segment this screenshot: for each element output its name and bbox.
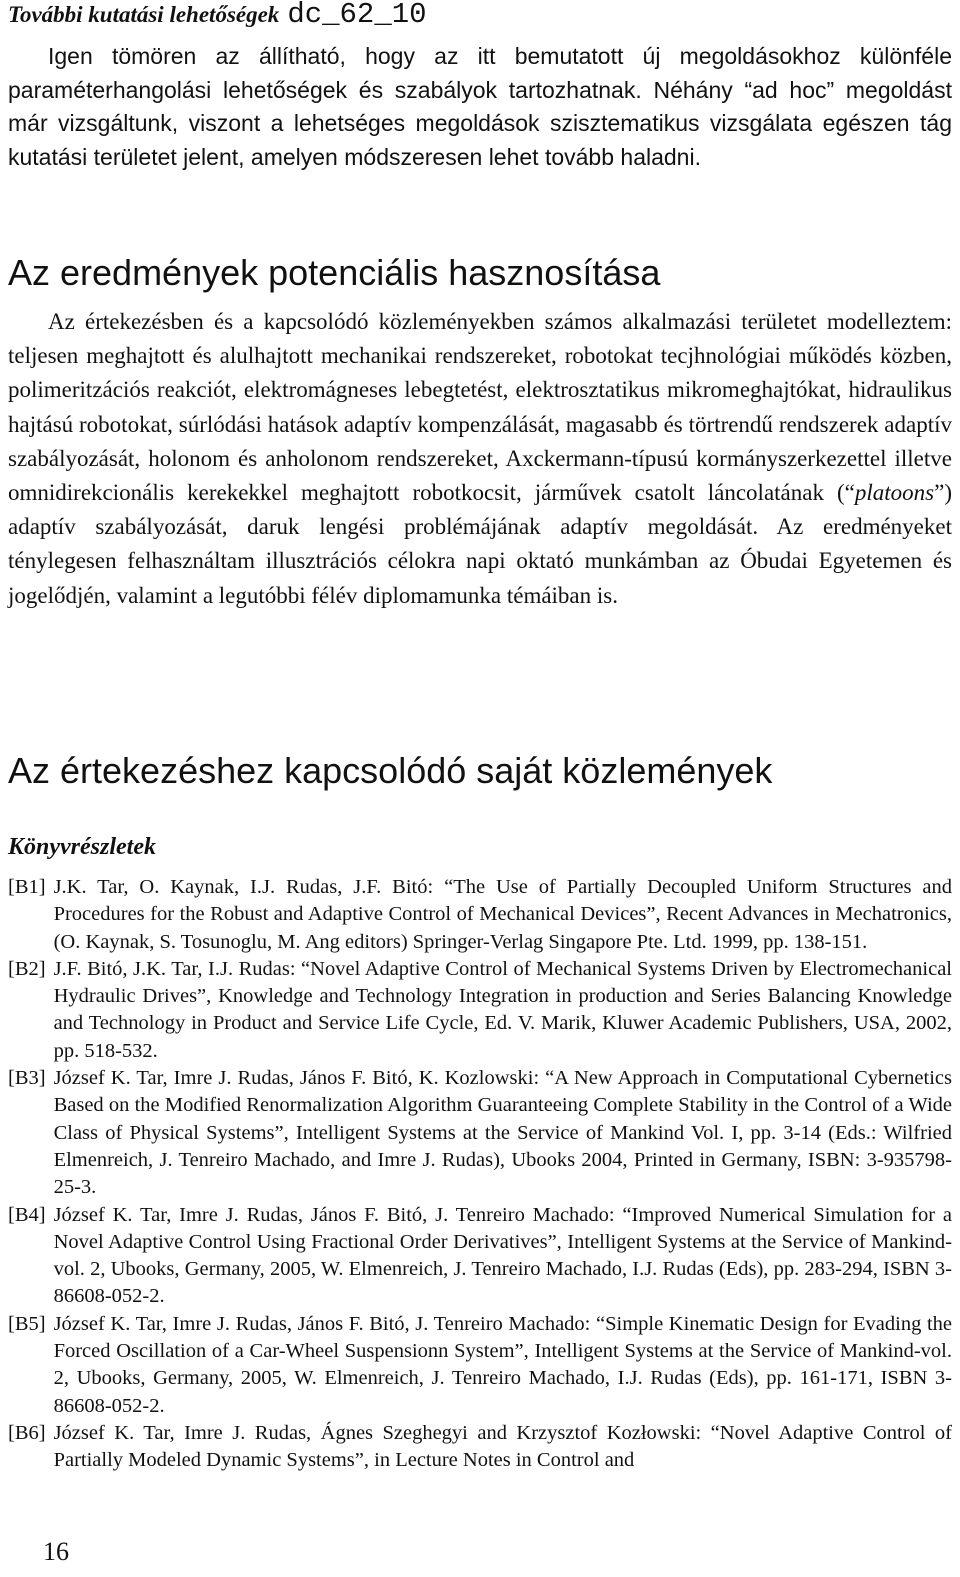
reference-item bbox=[8, 1065, 952, 1201]
utilization-text-part2: ”) adaptív szabályozását, daruk lengési problémájának adaptív megoldását. Az eredményeket ténylegesen felhasználtam illusztrációs célokra napi oktató munkámban az Óbudai Egyetemen és jogelődjén, valamint a legutóbbi félév diplomamunka témáiban is. bbox=[8, 480, 952, 608]
reference-tag: [B3] bbox=[8, 1067, 46, 1090]
utilization-text-part1: Az értekezésben és a kapcsolódó közleményekben számos alkalmazási területet modelleztem: teljesen meghajtott és alulhajtott mechanikai rendszereket, robotokat tecjhnológiai működés közben, polimeritzációs reakciót, elektromágneses lebegtetést, elektrosztatikus mikromeghajtókat, hidraulikus hajtású robotokat, súrlódási hatások adaptív kompenzálását, magasabb és törtrendű rendszerek adaptív szabályozását, holonom és anholonom rendszereket, Axckermann-típusú kormányszerkezettel illetve omnidirekcionális kerekekkel meghajtott robotkocsit, járművek csatolt láncolatának (“ bbox=[8, 309, 952, 506]
reference-tag: [B5] bbox=[8, 1312, 46, 1335]
reference-text: J.F. Bitó, J.K. Tar, I.J. Rudas: “Novel Adaptive Control of Mechanical Systems Driven by Electromechanical Hydraulic Drives”, Knowledge and Technology Integration in production and Series Balancing Knowledge and Technology in Product and Service Life Cycle, Ed. V. Marik, Kluwer Academic Publishers, USA, 2002, pp. 518-532. bbox=[53, 957, 952, 1062]
page-number: 16 bbox=[43, 1537, 69, 1566]
document-code: dc_62_10 bbox=[287, 0, 427, 31]
heading-publications: Az értekezéshez kapcsolódó saját közlemények bbox=[8, 750, 773, 791]
heading-utilization: Az eredmények potenciális hasznosítása bbox=[8, 252, 661, 293]
reference-text: József K. Tar, Imre J. Rudas, Ágnes Szeghegyi and Krzysztof Kozłowski: “Novel Adaptive Control of Partially Modeled Dynamic Systems”, in Lecture Notes in Control and bbox=[53, 1421, 952, 1472]
reference-text: József K. Tar, Imre J. Rudas, János F. Bitó, K. Kozlowski: “A New Approach in Computational Cybernetics Based on the Modified Renormalization Algorithm Guaranteeing Complete Stability in the Control of a Wide Class of Physical Systems”, Intelligent Systems at the Service of Mankind Vol. I, pp. 3-14 (Eds.: Wilfried Elmenreich, J. Tenreiro Machado, and Imre J. Rudas), Ubooks 2004, Printed in Germany, ISBN: 3-935798-25-3. bbox=[53, 1067, 952, 1199]
subheading-book-chapters: Könyvrészletek bbox=[8, 834, 156, 860]
header-line bbox=[8, 0, 427, 33]
reference-text: J.K. Tar, O. Kaynak, I.J. Rudas, J.F. Bitó: “The Use of Partially Decoupled Uniform Structures and Procedures for the Robust and Adaptive Control of Mechanical Devices”, Recent Advances in Mechatronics, (O. Kaynak, S. Tosunoglu, M. Ang editors) Springer-Verlag Singapore Pte. Ltd. 1999, pp. 138-151. bbox=[53, 876, 952, 953]
utilization-paragraph bbox=[8, 305, 952, 613]
reference-item bbox=[8, 1202, 952, 1311]
reference-item bbox=[8, 1311, 952, 1420]
reference-tag: [B1] bbox=[8, 876, 46, 898]
section-title-further-research: További kutatási lehetőségek bbox=[8, 2, 280, 27]
reference-text: József K. Tar, Imre J. Rudas, János F. Bitó, J. Tenreiro Machado: “Improved Numerical Simulation for a Novel Adaptive Control Using Fractional Order Derivatives”, Intelligent Systems at the Service of Mankind-vol. 2, Ubooks, Germany, 2005, W. Elmenreich, J. Tenreiro Machado, I.J. Rudas (Eds), pp. 283-294, ISBN 3-86608-052-2. bbox=[53, 1203, 952, 1308]
reference-item bbox=[8, 956, 952, 1065]
reference-item bbox=[8, 874, 952, 956]
reference-tag: [B2] bbox=[8, 957, 46, 980]
reference-item bbox=[8, 1420, 952, 1475]
reference-tag: [B4] bbox=[8, 1203, 46, 1226]
intro-paragraph: Igen tömören az állítható, hogy az itt bemutatott új megoldásokhoz különféle paraméterhangolási lehetőségek és szabályok tartozhatnak. Néhány “ad hoc” megoldást már vizsgáltunk, viszont a lehetséges megoldások szisztematikus vizsgálata egészen tág kutatási területet jelent, amelyen módszeresen lehet tovább haladni. bbox=[8, 43, 952, 170]
reference-text: József K. Tar, Imre J. Rudas, János F. Bitó, J. Tenreiro Machado: “Simple Kinematic Design for Evading the Forced Oscillation of a Car-Wheel Suspensionn System”, Intelligent Systems at the Service of Mankind-vol. 2, Ubooks, Germany, 2005, W. Elmenreich, J. Tenreiro Machado, I.J. Rudas (Eds), pp. 161-171, ISBN 3-86608-052-2. bbox=[53, 1312, 952, 1417]
reference-tag: [B6] bbox=[8, 1421, 46, 1444]
reference-list bbox=[8, 874, 952, 1475]
utilization-italic-word: platoons bbox=[854, 480, 935, 506]
